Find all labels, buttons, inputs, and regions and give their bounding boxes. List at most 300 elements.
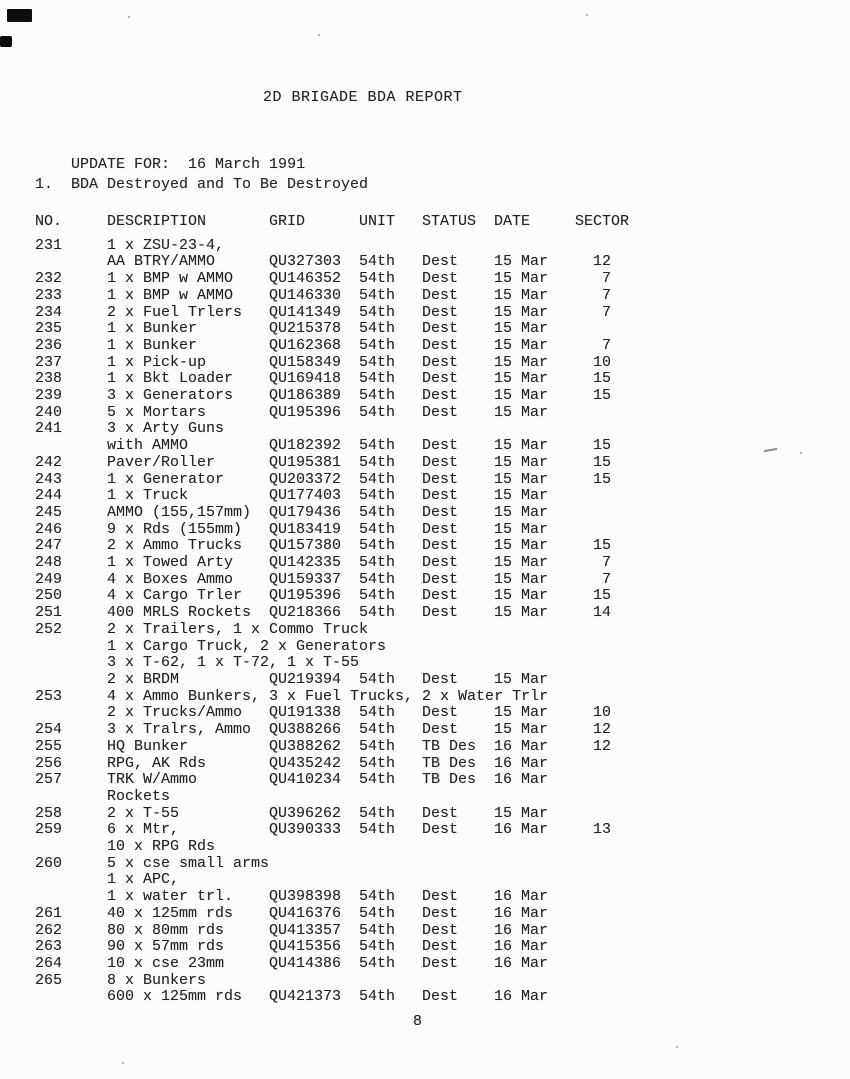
- cell-unit: 54th: [359, 470, 396, 488]
- cell-status: TB Des: [422, 754, 477, 772]
- cell-grid: [269, 872, 359, 889]
- cell-date: 15 Mar: [494, 704, 549, 722]
- cell-no: 242: [35, 453, 63, 471]
- cell-status: Dest: [422, 587, 459, 605]
- cell-desc: 1 x Generator: [107, 470, 225, 488]
- cell-desc: 4 x Ammo Bunkers, 3 x Fuel Trucks, 2 x Water Trlr: [107, 687, 549, 705]
- cell-status: Dest: [422, 604, 459, 622]
- cell-status: Dest: [422, 537, 459, 555]
- cell-no: 244: [35, 487, 63, 505]
- cell-sector: [575, 939, 611, 956]
- cell-unit: 54th: [359, 336, 396, 354]
- bda-table: [35, 214, 850, 1006]
- cell-unit: 54th: [359, 821, 396, 839]
- cell-date: 16 Mar: [494, 771, 549, 789]
- cell-date: 15 Mar: [494, 487, 549, 505]
- table-line: [35, 271, 850, 288]
- header-sector: SECTOR: [575, 213, 630, 230]
- cell-desc: 9 x Rds (155mm): [107, 520, 243, 538]
- cell-status: [701, 689, 773, 706]
- cell-unit: 54th: [359, 604, 396, 622]
- cell-grid: QU416376: [269, 904, 342, 922]
- cell-no: 240: [35, 403, 63, 421]
- cell-no: 233: [35, 286, 63, 304]
- cell-status: Dest: [422, 270, 459, 288]
- cell-grid: QU159337: [269, 570, 342, 588]
- table-line: [35, 856, 850, 873]
- cell-sector: 10: [593, 704, 612, 722]
- cell-status: Dest: [422, 303, 459, 321]
- cell-desc: 2 x Trucks/Ammo: [107, 704, 243, 722]
- table-line: [35, 555, 850, 572]
- cell-no: [35, 254, 107, 271]
- cell-unit: 54th: [359, 353, 396, 371]
- cell-desc: Rockets: [107, 787, 171, 805]
- cell-no: 253: [35, 687, 63, 705]
- cell-no: [35, 639, 107, 656]
- cell-date: 15 Mar: [494, 403, 549, 421]
- cell-sector: 15: [593, 437, 612, 455]
- cell-sector: 15: [593, 470, 612, 488]
- cell-date: 15 Mar: [494, 286, 549, 304]
- cell-grid: [368, 622, 458, 639]
- cell-grid: QU195381: [269, 453, 342, 471]
- cell-no: 235: [35, 320, 63, 338]
- cell-status: Dest: [422, 721, 459, 739]
- cell-grid: QU191338: [269, 704, 342, 722]
- cell-desc: 3 x Arty Guns: [107, 420, 225, 438]
- cell-date: [494, 238, 575, 255]
- header-status: STATUS: [422, 213, 477, 230]
- cell-grid: QU142335: [269, 554, 342, 572]
- cell-unit: 54th: [359, 670, 396, 688]
- cell-status: [422, 238, 494, 255]
- cell-grid: QU327303: [269, 253, 342, 271]
- table-line: [35, 923, 850, 940]
- cell-no: 246: [35, 520, 63, 538]
- cell-unit: 54th: [359, 487, 396, 505]
- table-line: [35, 538, 850, 555]
- cell-desc: 2 x Fuel Trlers: [107, 303, 243, 321]
- table-line: [35, 605, 850, 622]
- header-unit: UNIT: [359, 213, 396, 230]
- cell-sector: 12: [593, 253, 612, 271]
- cell-date: [611, 639, 692, 656]
- cell-unit: 54th: [359, 370, 396, 388]
- cell-desc: 3 x Tralrs, Ammo: [107, 721, 252, 739]
- cell-desc: 2 x Ammo Trucks: [107, 537, 243, 555]
- cell-date: 15 Mar: [494, 453, 549, 471]
- cell-unit: 54th: [359, 437, 396, 455]
- cell-sector: 15: [593, 587, 612, 605]
- cell-desc: 4 x Boxes Ammo: [107, 570, 234, 588]
- cell-date: 15 Mar: [494, 320, 549, 338]
- cell-unit: 54th: [359, 554, 396, 572]
- cell-sector: 15: [593, 453, 612, 471]
- cell-status: [521, 622, 593, 639]
- cell-date: 15 Mar: [494, 470, 549, 488]
- table-line: [35, 438, 850, 455]
- cell-desc: 8 x Bunkers: [107, 971, 207, 989]
- cell-status: Dest: [422, 387, 459, 405]
- update-for-date: 16 March 1991: [188, 155, 306, 173]
- header-grid: GRID: [269, 213, 306, 230]
- cell-date: 16 Mar: [494, 988, 549, 1006]
- cell-date: [494, 856, 575, 873]
- cell-date: 15 Mar: [494, 570, 549, 588]
- table-line: [35, 672, 850, 689]
- table-line: [35, 989, 850, 1006]
- cell-no: 241: [35, 420, 63, 438]
- cell-desc: 5 x cse small arms: [107, 854, 270, 872]
- cell-unit: [359, 973, 422, 990]
- cell-desc: 1 x Towed Arty: [107, 554, 234, 572]
- cell-unit: 54th: [359, 737, 396, 755]
- cell-status: Dest: [422, 503, 459, 521]
- cell-no: 255: [35, 737, 63, 755]
- cell-date: 15 Mar: [494, 353, 549, 371]
- cell-no: 237: [35, 353, 63, 371]
- cell-grid: [269, 789, 359, 806]
- cell-date: 15 Mar: [494, 537, 549, 555]
- cell-date: 15 Mar: [494, 804, 549, 822]
- cell-status: [422, 421, 494, 438]
- header-no: NO.: [35, 213, 63, 230]
- cell-status: Dest: [422, 570, 459, 588]
- cell-sector: 13: [593, 821, 612, 839]
- cell-desc: with AMMO: [107, 437, 189, 455]
- cell-no: [35, 872, 107, 889]
- cell-sector: [575, 973, 611, 990]
- cell-status: Dest: [422, 370, 459, 388]
- cell-status: Dest: [422, 487, 459, 505]
- cell-grid: QU435242: [269, 754, 342, 772]
- cell-grid: QU388266: [269, 721, 342, 739]
- cell-no: 264: [35, 954, 63, 972]
- cell-grid: QU388262: [269, 737, 342, 755]
- cell-desc: Paver/Roller: [107, 453, 216, 471]
- cell-grid: [269, 856, 359, 873]
- cell-grid: QU158349: [269, 353, 342, 371]
- cell-grid: QU182392: [269, 437, 342, 455]
- cell-date: 16 Mar: [494, 888, 549, 906]
- table-line: [35, 588, 850, 605]
- scan-artifact: [7, 9, 32, 22]
- cell-grid: [386, 639, 476, 656]
- cell-sector: [575, 321, 611, 338]
- cell-status: Dest: [422, 470, 459, 488]
- table-line: [35, 705, 850, 722]
- cell-grid: QU146352: [269, 270, 342, 288]
- cell-date: 15 Mar: [494, 670, 549, 688]
- cell-grid: QU390333: [269, 821, 342, 839]
- table-line: [35, 655, 850, 672]
- cell-grid: QU219394: [269, 670, 342, 688]
- cell-grid: [359, 655, 449, 672]
- update-for-label: UPDATE FOR:: [71, 155, 171, 173]
- cell-date: 16 Mar: [494, 737, 549, 755]
- scan-speck: [122, 1062, 124, 1064]
- cell-status: Dest: [422, 888, 459, 906]
- cell-date: 15 Mar: [494, 604, 549, 622]
- table-line: [35, 254, 850, 271]
- table-line: [35, 421, 850, 438]
- cell-sector: [575, 421, 611, 438]
- cell-desc: AA BTRY/AMMO: [107, 253, 216, 271]
- cell-date: 16 Mar: [494, 904, 549, 922]
- cell-sector: 15: [593, 370, 612, 388]
- table-line: [35, 388, 850, 405]
- cell-unit: 54th: [359, 771, 396, 789]
- table-line: [35, 739, 850, 756]
- cell-sector: [692, 639, 728, 656]
- cell-sector: [674, 622, 710, 639]
- table-line: [35, 472, 850, 489]
- cell-status: Dest: [422, 554, 459, 572]
- table-line: [35, 639, 850, 656]
- cell-unit: [359, 839, 422, 856]
- cell-unit: [458, 622, 521, 639]
- cell-sector: [575, 756, 611, 773]
- cell-no: 258: [35, 804, 63, 822]
- section-heading: 1. BDA Destroyed and To Be Destroyed: [35, 176, 369, 193]
- cell-no: 243: [35, 470, 63, 488]
- cell-sector: 7: [602, 270, 612, 288]
- scan-speck: [676, 1046, 678, 1048]
- table-line: [35, 288, 850, 305]
- cell-status: [422, 839, 494, 856]
- cell-grid: QU169418: [269, 370, 342, 388]
- table-line: [35, 789, 850, 806]
- table-line: [35, 956, 850, 973]
- scan-artifact: [0, 36, 12, 47]
- cell-unit: 54th: [359, 904, 396, 922]
- cell-unit: 54th: [359, 888, 396, 906]
- cell-unit: 54th: [359, 954, 396, 972]
- cell-sector: 15: [593, 537, 612, 555]
- cell-status: Dest: [422, 938, 459, 956]
- cell-unit: 54th: [359, 570, 396, 588]
- cell-unit: 54th: [359, 520, 396, 538]
- cell-sector: 12: [593, 737, 612, 755]
- cell-no: 249: [35, 570, 63, 588]
- cell-date: 15 Mar: [494, 437, 549, 455]
- cell-sector: 7: [602, 303, 612, 321]
- table-line: [35, 522, 850, 539]
- cell-status: [539, 639, 611, 656]
- cell-unit: 54th: [359, 286, 396, 304]
- cell-desc: 2 x Trailers, 1 x Commo Truck: [107, 620, 369, 638]
- cell-grid: QU179436: [269, 503, 342, 521]
- cell-status: Dest: [422, 353, 459, 371]
- table-line: [35, 939, 850, 956]
- cell-sector: 15: [593, 387, 612, 405]
- cell-unit: 54th: [359, 938, 396, 956]
- cell-status: Dest: [422, 988, 459, 1006]
- scan-speck: [586, 14, 588, 16]
- cell-sector: [575, 789, 611, 806]
- cell-no: 257: [35, 771, 63, 789]
- cell-status: Dest: [422, 821, 459, 839]
- cell-desc: RPG, AK Rds: [107, 754, 207, 772]
- cell-date: 16 Mar: [494, 821, 549, 839]
- cell-unit: 54th: [359, 387, 396, 405]
- page-number: 8: [413, 1013, 423, 1030]
- cell-sector: [575, 522, 611, 539]
- cell-no: 265: [35, 971, 63, 989]
- cell-desc: 3 x Generators: [107, 387, 234, 405]
- cell-desc: 10 x cse 23mm: [107, 954, 225, 972]
- table-line: [35, 889, 850, 906]
- table-line: [35, 338, 850, 355]
- cell-no: 256: [35, 754, 63, 772]
- cell-sector: [575, 772, 611, 789]
- cell-unit: [359, 789, 422, 806]
- cell-status: Dest: [422, 336, 459, 354]
- table-line: [35, 622, 850, 639]
- cell-status: Dest: [422, 520, 459, 538]
- table-line: [35, 371, 850, 388]
- cell-unit: 54th: [359, 320, 396, 338]
- cell-unit: 54th: [359, 303, 396, 321]
- cell-sector: [575, 488, 611, 505]
- cell-no: 250: [35, 587, 63, 605]
- cell-grid: QU162368: [269, 336, 342, 354]
- cell-sector: [665, 655, 701, 672]
- cell-unit: [359, 872, 422, 889]
- cell-no: [35, 705, 107, 722]
- cell-no: 247: [35, 537, 63, 555]
- cell-grid: QU396262: [269, 804, 342, 822]
- cell-status: [422, 973, 494, 990]
- cell-date: [494, 839, 575, 856]
- cell-desc: 90 x 57mm rds: [107, 938, 225, 956]
- cell-desc: HQ Bunker: [107, 737, 189, 755]
- table-line: [35, 756, 850, 773]
- cell-grid: QU218366: [269, 604, 342, 622]
- cell-unit: [359, 856, 422, 873]
- cell-grid: [269, 973, 359, 990]
- cell-grid: QU203372: [269, 470, 342, 488]
- cell-status: Dest: [422, 804, 459, 822]
- cell-status: [422, 789, 494, 806]
- cell-date: 15 Mar: [494, 336, 549, 354]
- cell-date: 15 Mar: [494, 303, 549, 321]
- cell-status: Dest: [422, 453, 459, 471]
- cell-status: [422, 856, 494, 873]
- cell-status: Dest: [422, 954, 459, 972]
- cell-unit: 54th: [359, 988, 396, 1006]
- cell-desc: 80 x 80mm rds: [107, 921, 225, 939]
- cell-no: 234: [35, 303, 63, 321]
- cell-sector: [575, 806, 611, 823]
- cell-no: 231: [35, 236, 63, 254]
- cell-desc: 2 x BRDM: [107, 670, 180, 688]
- table-line: [35, 305, 850, 322]
- cell-sector: [575, 405, 611, 422]
- cell-status: [512, 655, 584, 672]
- cell-grid: QU215378: [269, 320, 342, 338]
- cell-no: [35, 789, 107, 806]
- cell-unit: 54th: [359, 754, 396, 772]
- table-line: [35, 321, 850, 338]
- cell-sector: [575, 839, 611, 856]
- cell-unit: [359, 238, 422, 255]
- cell-no: 238: [35, 370, 63, 388]
- table-line: [35, 772, 850, 789]
- cell-no: 259: [35, 821, 63, 839]
- cell-desc: 40 x 125mm rds: [107, 904, 234, 922]
- cell-date: 16 Mar: [494, 954, 549, 972]
- cell-no: 245: [35, 503, 63, 521]
- cell-sector: [575, 989, 611, 1006]
- cell-grid: QU410234: [269, 771, 342, 789]
- cell-grid: QU186389: [269, 387, 342, 405]
- cell-desc: 1 x Bunker: [107, 336, 198, 354]
- table-line: [35, 405, 850, 422]
- cell-grid: QU195396: [269, 403, 342, 421]
- cell-date: [593, 622, 674, 639]
- header-date: DATE: [494, 213, 531, 230]
- cell-unit: 54th: [359, 804, 396, 822]
- cell-date: 16 Mar: [494, 938, 549, 956]
- cell-sector: 12: [593, 721, 612, 739]
- cell-desc: 400 MRLS Rockets: [107, 604, 252, 622]
- cell-grid: QU177403: [269, 487, 342, 505]
- cell-unit: 54th: [359, 253, 396, 271]
- cell-no: [35, 672, 107, 689]
- cell-unit: [359, 421, 422, 438]
- cell-grid: [548, 689, 638, 706]
- cell-unit: 54th: [359, 537, 396, 555]
- cell-date: 15 Mar: [494, 587, 549, 605]
- cell-grid: QU183419: [269, 520, 342, 538]
- cell-status: Dest: [422, 403, 459, 421]
- table-line: [35, 455, 850, 472]
- cell-desc: 1 x water trl.: [107, 888, 234, 906]
- table-line: [35, 722, 850, 739]
- cell-status: Dest: [422, 437, 459, 455]
- cell-no: 262: [35, 921, 63, 939]
- cell-desc: 1 x BMP w AMMO: [107, 286, 234, 304]
- cell-no: 251: [35, 604, 63, 622]
- cell-date: [494, 789, 575, 806]
- cell-desc: 1 x ZSU-23-4,: [107, 236, 225, 254]
- cell-sector: [575, 923, 611, 940]
- cell-unit: [638, 689, 701, 706]
- cell-sector: 7: [602, 570, 612, 588]
- cell-unit: [476, 639, 539, 656]
- cell-status: TB Des: [422, 771, 477, 789]
- table-line: [35, 839, 850, 856]
- cell-grid: [269, 238, 359, 255]
- header-description: DESCRIPTION: [107, 213, 207, 230]
- cell-date: [494, 421, 575, 438]
- cell-unit: 54th: [359, 704, 396, 722]
- cell-desc: 6 x Mtr,: [107, 821, 180, 839]
- cell-desc: 1 x Bkt Loader: [107, 370, 234, 388]
- table-line: [35, 355, 850, 372]
- cell-grid: QU141349: [269, 303, 342, 321]
- cell-desc: 1 x BMP w AMMO: [107, 270, 234, 288]
- cell-sector: 10: [593, 353, 612, 371]
- cell-no: [35, 655, 107, 672]
- cell-date: [494, 872, 575, 889]
- cell-date: [584, 655, 665, 672]
- cell-date: 15 Mar: [494, 253, 549, 271]
- table-line: [35, 505, 850, 522]
- cell-no: [35, 989, 107, 1006]
